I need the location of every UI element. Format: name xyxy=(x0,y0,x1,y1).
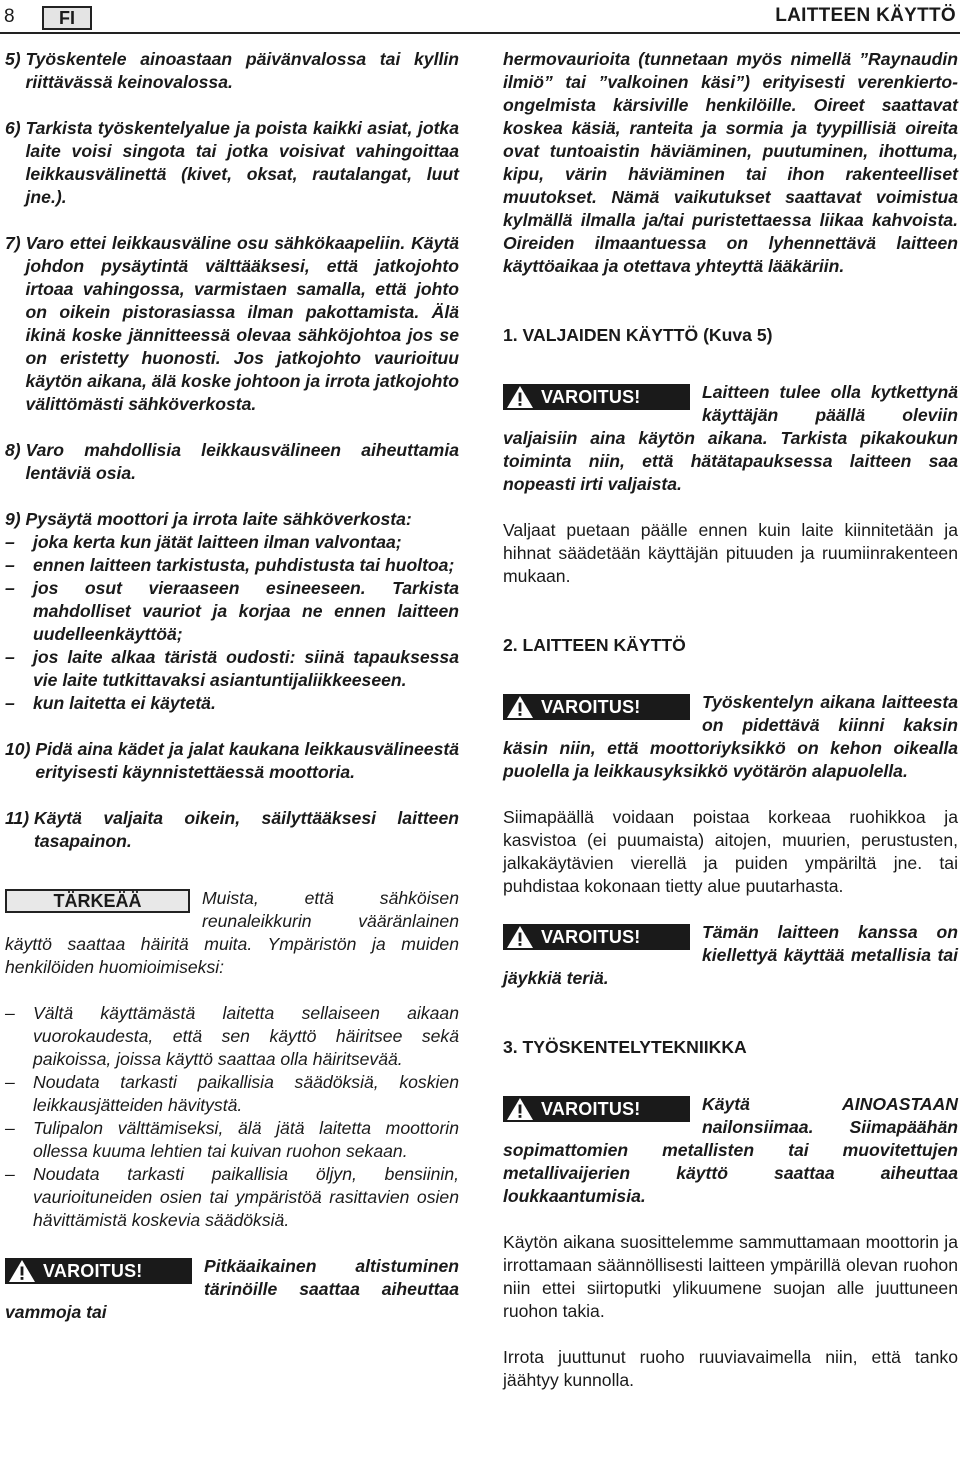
warning-label: VAROITUS! xyxy=(503,694,690,720)
section-3-body-2: Irrota juuttunut ruoho ruuviavaimella niin, että tanko jäähtyy kunnolla. xyxy=(503,1347,958,1390)
important-notice xyxy=(5,887,459,979)
section-3-body-1: Käytön aikana suosittelemme sammuttamaan moottorin ja irrottamaan säännöllisesti laitteen ympärillä olevan ruohon niin ettei siirtoputki ylikuumene suojan alle juuttuneen ruohon takia. xyxy=(503,1232,958,1321)
section-3-heading: 3. TYÖSKENTELYTEKNIIKKA xyxy=(503,1037,747,1057)
list-item: – ennen laitteen tarkistusta, puhdistusta tai huoltoa; xyxy=(5,555,455,575)
list-item: – jos osut vieraaseen esineeseen. Tarkista mahdolliset vauriot ja korjaa ne ennen laitteen uudelleenkäyttöä; xyxy=(5,578,459,644)
warning-triangle-icon xyxy=(8,1259,36,1283)
section-2-body: Siimapäällä voidaan poistaa korkeaa ruohikkoa ja kasvistoa (ei puumaista) aitojen, muurien, perustusten, jalkakäytävien vierellä ja puiden ympäriltä jne. tai puhdistaa kokonaan tietty alue puutarhasta. xyxy=(503,807,958,896)
list-item: – Noudata tarkasti paikallisia öljyn, bensiinin, vaurioituneiden osien tai ympäristöä rasittavien osien hävittämistä koskevia säädöksiä. xyxy=(5,1164,459,1230)
warning-label: VAROITUS! xyxy=(503,924,690,950)
warning-triangle-icon xyxy=(506,695,534,719)
warning-triangle-icon xyxy=(506,385,534,409)
warning-triangle-icon xyxy=(506,925,534,949)
list-item: – Noudata tarkasti paikallisia säädöksiä, koskien leikkausjätteiden hävitystä. xyxy=(5,1072,459,1115)
list-item: – Vältä käyttämästä laitetta sellaiseen aikaan vuorokaudesta, että sen käyttö häiritsee sekä paikoissa, joissa käyttö saattaa olla häiritsevää. xyxy=(5,1003,459,1069)
safety-item-5: 5) Työskentele ainoastaan päivänvalossa tai kyllin riittävässä keinovalossa. xyxy=(5,49,459,92)
safety-item-6: 6) Tarkista työskentelyalue ja poista kaikki asiat, jotka laite voisi singota tai jotka voisivat vahingoittaa leikkausvälinettä (kivet, oksat, rautalangat, luut jne.). xyxy=(5,118,459,207)
safety-item-7: 7) Varo ettei leikkausväline osu sähkökaapeliin. Käytä johdon pysäytintä välttääksesi, että jatkojohto irtoaa vahingossa, varmistaen samalla, että johto on oikein pistorasiassa ilman pakottamista. Älä ikinä koske jännitteessä olevaa sähköjohtoa jos se on eristetty huonosti. Jos jatkojohto vaurioituu käytön aikana, älä koske johtoon ja irrota jatkojohto välittömästi sähköverkosta. xyxy=(5,233,460,414)
section-title: LAITTEEN KÄYTTÖ xyxy=(775,5,956,26)
warning-label: VAROITUS! xyxy=(503,384,690,410)
section-2-warning-2: VAROITUS! Tämän laitteen kanssa on kiellettyä käyttää metallisia tai jäykkiä teriä. xyxy=(503,922,958,988)
important-label: TÄRKEÄÄ xyxy=(5,889,190,913)
important-list xyxy=(5,1002,459,1232)
safety-item-8: 8) Varo mahdollisia leikkausvälineen aiheuttamia lentäviä osia. xyxy=(5,440,459,483)
vibration-continued: hermovaurioita (tunnetaan myös nimellä ”Raynaudin ilmiö” tai ”valkoinen käsi”) erityisesti verenkierto-ongelmista kärsiville henkilöille. Oireet saattavat koskea käsiä, ranteita ja sormia ja tyypillisiä oireita ovat tuntoaistin häviäminen, puutuminen, ihottuma, kipu, värin häviäminen tai ihon rakenteelliset muutokset. Nämä vaikutukset saattavat voimistua kylmällä ilmalla ja/tai puristettaessa liikaa kahvoista. Oireiden ilmaantuessa on lyhennettävä laitteen käyttöaikaa ja otettava yhteyttä lääkäriin. xyxy=(503,49,958,276)
section-2-warning: VAROITUS! Työskentelyn aikana laitteesta on pidettävä kiinni kaksin käsin niin, että moottoriyksikkö on kehon oikealla puolella ja leikkausyksikkö vyötärön alapuolella. xyxy=(503,692,958,781)
safety-item-9: 9) Pysäytä moottori ja irrota laite sähköverkosta: xyxy=(5,509,412,529)
safety-item-10: 10) Pidä aina kädet ja jalat kaukana leikkausvälineestä erityisesti käynnistettäessä moottoria. xyxy=(5,739,459,782)
warning-label: VAROITUS! xyxy=(5,1258,192,1284)
list-item: – Tulipalon välttämiseksi, älä jätä laitetta moottorin ollessa kuuma lehtien tai kuivan ruohon sekaan. xyxy=(5,1118,459,1161)
list-item: – joka kerta kun jätät laitteen ilman valvontaa; xyxy=(5,532,402,552)
section-1-body: Valjaat puetaan päälle ennen kuin laite kiinnitetään ja hihnat säädetään käyttäjän pituuden ja ruumiinrakenteen mukaan. xyxy=(503,520,958,586)
list-item: – kun laitetta ei käytetä. xyxy=(5,693,216,713)
left-column xyxy=(5,48,459,1324)
section-2-heading: 2. LAITTEEN KÄYTTÖ xyxy=(503,635,686,655)
safety-item-11: 11) Käytä valjaita oikein, säilyttääksesi laitteen tasapainon. xyxy=(5,808,459,851)
section-1-heading: 1. VALJAIDEN KÄYTTÖ (Kuva 5) xyxy=(503,325,773,345)
warning-label: VAROITUS! xyxy=(503,1096,690,1122)
page-number: 8 xyxy=(4,6,15,27)
page-header xyxy=(0,0,960,34)
section-1-warning: VAROITUS! Laitteen tulee olla kytkettynä käyttäjän päällä oleviin valjaisiin aina käytön aikana. Tarkista pikakoukun toiminta niin, että hätätapauksessa laitteen saa nopeasti irti valjaista. xyxy=(503,382,958,494)
right-column xyxy=(503,48,958,1392)
list-item: – jos laite alkaa täristä oudosti: siinä tapauksessa vie laite tutkittavaksi asiantuntijaliikkeeseen. xyxy=(5,647,459,690)
header-rule xyxy=(0,32,960,34)
warning-triangle-icon xyxy=(506,1097,534,1121)
section-3-warning: VAROITUS! Käytä AINOASTAAN nailonsiimaa. Siimapäähän sopimattomien metallisten tai muovitettujen metallivaijerien käyttö saattaa aiheuttaa loukkaantumisia. xyxy=(503,1094,958,1206)
warning-vibration: VAROITUS! Pitkäaikainen altistuminen tärinöille saattaa aiheuttaa vammoja tai xyxy=(5,1256,459,1322)
important-text: Muista, että sähköisen reunaleikkurin vääränlainen käyttö saattaa häiritä muita. Ympäristön ja muiden henkilöiden huomioimiseksi: xyxy=(5,888,459,977)
language-badge: FI xyxy=(42,6,92,30)
